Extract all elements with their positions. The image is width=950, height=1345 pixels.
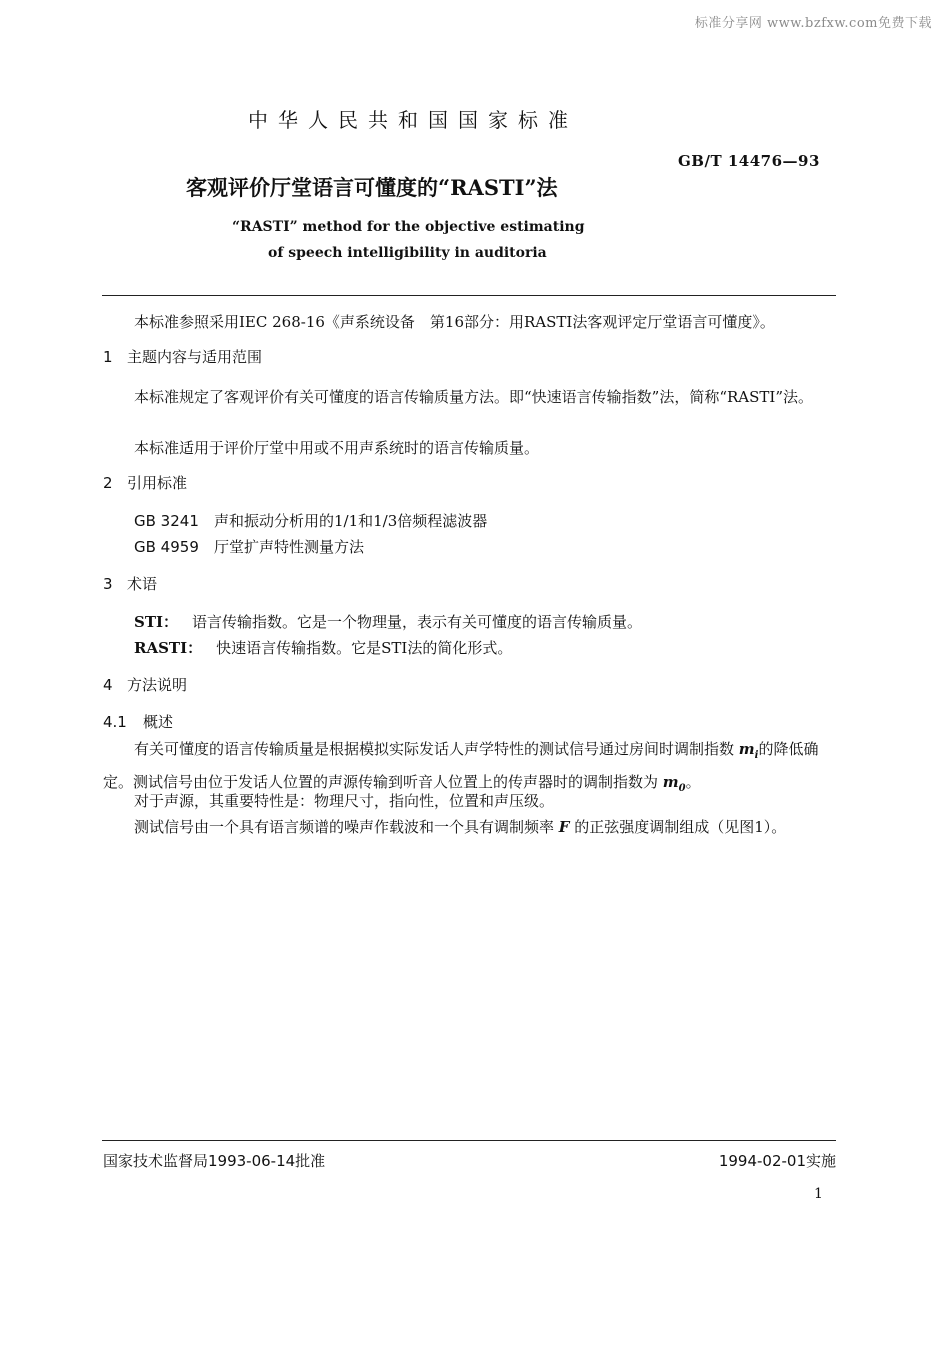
section-3-number: 3 <box>103 575 113 593</box>
reference-title: 声和振动分析用的1/1和1/3倍频程滤波器 <box>214 512 488 530</box>
section-1-number: 1 <box>103 348 113 366</box>
para-text: 的正弦强度调制组成（见图1）。 <box>574 818 787 836</box>
subscript-i: i <box>754 750 759 761</box>
reference-code: GB 3241 <box>134 512 199 530</box>
subsection-4-1-para-2: 对于声源，其重要特性是：物理尺寸，指向性，位置和声压级。 <box>134 792 555 810</box>
page-number: 1 <box>814 1186 823 1202</box>
approval-date: 国家技术监督局1993-06-14批准 <box>103 1152 326 1170</box>
document-title-cn: 客观评价厅堂语言可懂度的“RASTI”法 <box>186 175 558 200</box>
section-1-para-2: 本标准适用于评价厅堂中用或不用声系统时的语言传输质量。 <box>134 439 540 457</box>
section-3-heading <box>103 573 157 594</box>
reference-title: 厅堂扩声特性测量方法 <box>214 538 365 556</box>
section-4-title: 方法说明 <box>127 676 188 694</box>
para-text: 的降低确定。测试信号由位于发话人位置的声源传输到听音人位置上的传声器时的调制指数为 <box>103 740 819 791</box>
section-2-number: 2 <box>103 474 113 492</box>
term-item <box>134 611 642 632</box>
para-text: 有关可懂度的语言传输质量是根据模拟实际发话人声学特性的测试信号通过房间时调制指数 <box>134 740 735 758</box>
section-4-number: 4 <box>103 676 113 694</box>
reference-code: GB 4959 <box>134 538 199 556</box>
section-3-title: 术语 <box>127 575 158 593</box>
subscript-0: 0 <box>678 783 686 794</box>
term-definition: 快速语言传输指数。它是STI法的简化形式。 <box>216 639 513 657</box>
term-label: RASTI： <box>134 639 203 657</box>
section-1-para-1: 本标准规定了客观评价有关可懂度的语言传输质量方法。即“快速语言传输指数”法，简称“RASTI”法。 <box>134 388 814 406</box>
section-4-heading <box>103 674 187 695</box>
section-1-title: 主题内容与适用范围 <box>127 348 263 366</box>
national-standard-heading: 中华人民共和国国家标准 <box>248 108 578 132</box>
modulation-index-symbol: m <box>738 740 755 758</box>
modulation-frequency-symbol: F <box>558 818 570 836</box>
footer-divider <box>102 1140 836 1141</box>
document-title-en-line1: “RASTI” method for the objective estimating <box>232 219 585 235</box>
para-text: 。 <box>685 773 701 791</box>
reference-item <box>134 510 487 531</box>
section-1-heading <box>103 346 262 367</box>
standard-number: GB/T 14476—93 <box>678 152 820 170</box>
document-title-en-line2: of speech intelligibility in auditoria <box>268 245 547 261</box>
term-label: STI： <box>134 613 179 631</box>
implementation-date: 1994-02-01实施 <box>718 1152 836 1170</box>
subsection-4-1-heading <box>103 711 173 732</box>
subsection-4-1-number: 4.1 <box>103 713 127 731</box>
term-definition: 语言传输指数。它是一个物理量，表示有关可懂度的语言传输质量。 <box>192 613 643 631</box>
subsection-4-1-para-3 <box>103 814 836 840</box>
section-2-title: 引用标准 <box>127 474 188 492</box>
para-text: 测试信号由一个具有语言频谱的噪声作载波和一个具有调制频率 <box>134 818 555 836</box>
reference-item <box>134 536 364 557</box>
watermark: 标准分享网 www.bzfxw.com免费下载 <box>694 16 932 31</box>
section-2-heading <box>103 472 187 493</box>
preface: 本标准参照采用IEC 268-16《声系统设备 第16部分：用RASTI法客观评定厅堂语言可懂度》。 <box>134 313 775 331</box>
subsection-4-1-title: 概述 <box>143 713 174 731</box>
modulation-index-symbol: m <box>662 773 679 791</box>
header-divider <box>102 295 836 296</box>
term-item <box>134 637 512 658</box>
